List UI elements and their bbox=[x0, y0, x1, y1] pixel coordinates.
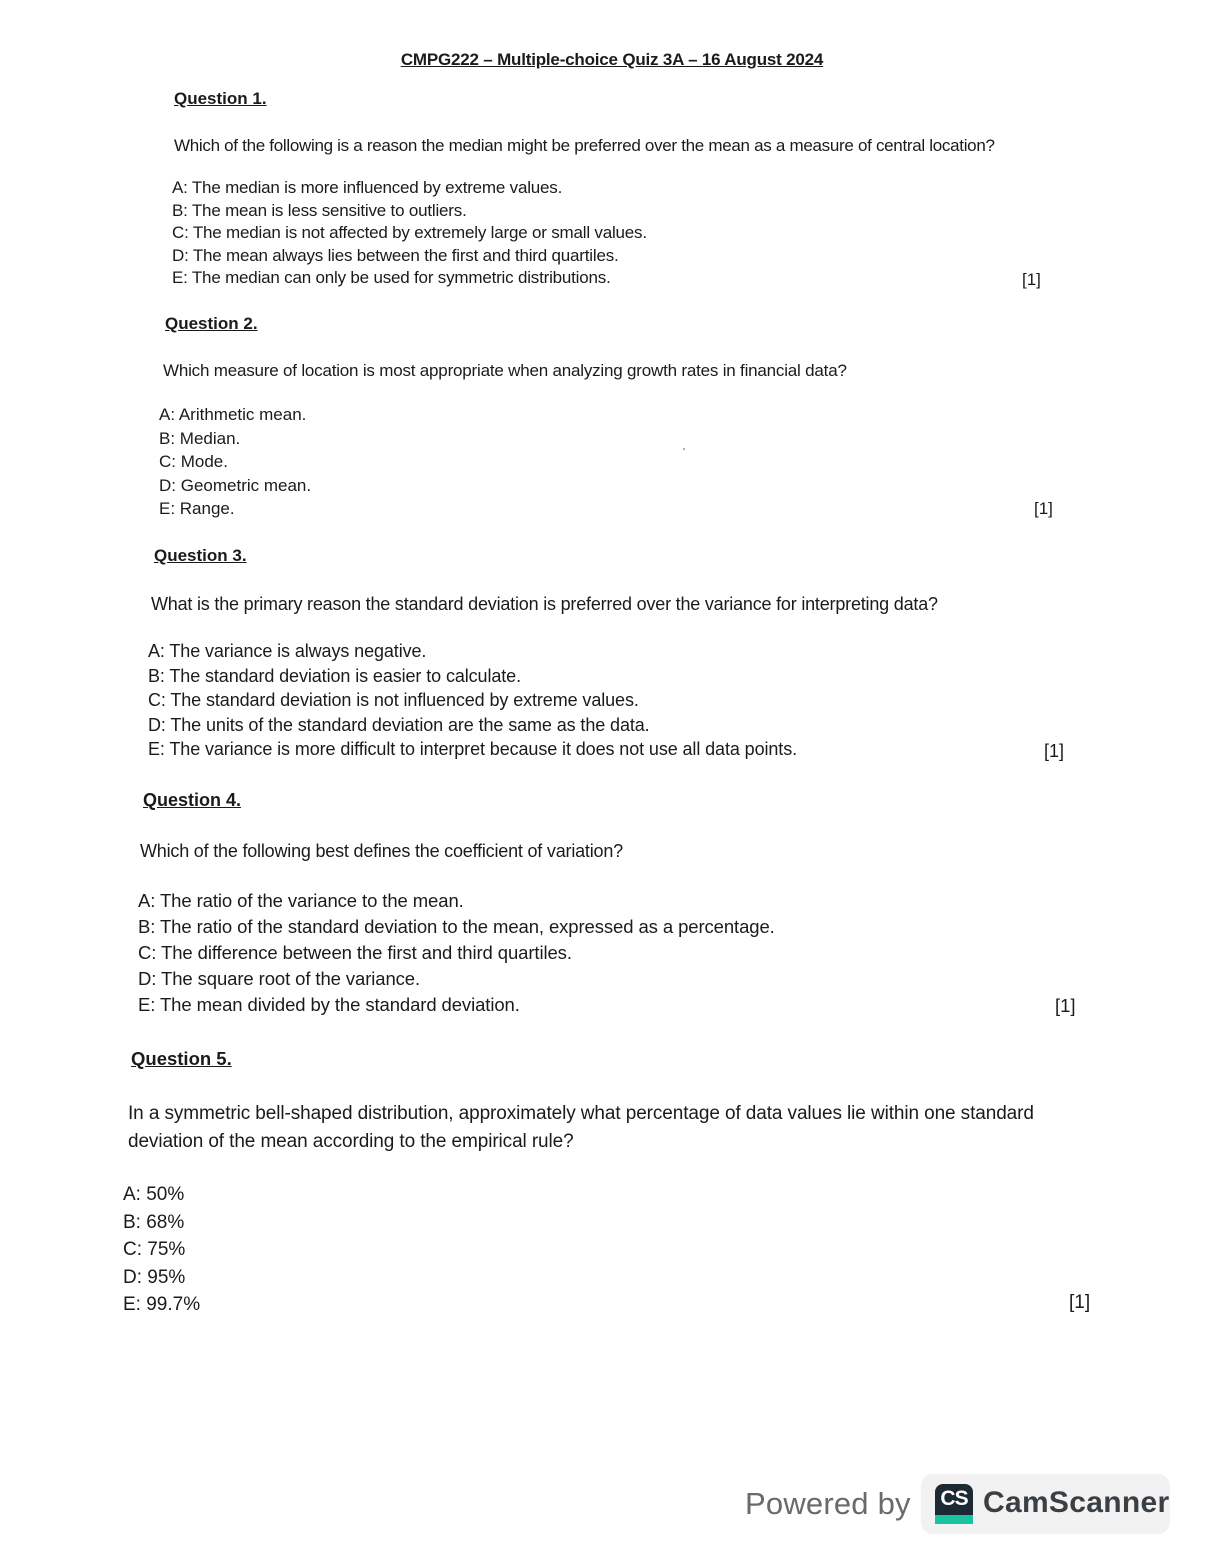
option-e: E: The median can only be used for symmetric distributions. bbox=[172, 268, 611, 287]
question-text: Which of the following best defines the coefficient of variation? bbox=[140, 841, 623, 861]
option-a: A: Arithmetic mean. bbox=[159, 405, 307, 424]
option-c: C: The difference between the first and third quartiles. bbox=[138, 942, 572, 963]
option-b: B: The ratio of the standard deviation to the mean, expressed as a percentage. bbox=[138, 916, 775, 937]
option-c: C: The median is not affected by extremely large or small values. bbox=[172, 223, 647, 242]
camscanner-watermark bbox=[745, 1474, 1170, 1534]
option-b: B: 68% bbox=[123, 1211, 185, 1233]
powered-by-text: Powered by bbox=[745, 1486, 911, 1521]
mark-allocation: [1] bbox=[1044, 741, 1065, 761]
option-list bbox=[159, 403, 847, 521]
option-e: E: Range. bbox=[159, 499, 235, 518]
question-3 bbox=[148, 546, 1065, 762]
option-a: A: The ratio of the variance to the mean. bbox=[138, 890, 464, 911]
question-heading: Question 2. bbox=[165, 314, 258, 333]
camscanner-logo-icon bbox=[935, 1484, 973, 1524]
question-text: What is the primary reason the standard deviation is preferred over the variance for interpreting data? bbox=[151, 594, 938, 614]
option-a: A: The median is more influenced by extreme values. bbox=[172, 178, 563, 197]
question-text bbox=[128, 1100, 1078, 1156]
question-text: Which measure of location is most appropriate when analyzing growth rates in financial data? bbox=[163, 361, 847, 380]
option-list bbox=[123, 1181, 1091, 1319]
option-c: C: The standard deviation is not influenced by extreme values. bbox=[148, 690, 639, 710]
option-c: C: Mode. bbox=[159, 452, 228, 471]
quiz-title: CMPG222 – Multiple-choice Quiz 3A – 16 August 2024 bbox=[400, 50, 824, 69]
question-text: Which of the following is a reason the median might be preferred over the mean as a measure of central location? bbox=[174, 136, 995, 155]
option-d: D: 95% bbox=[123, 1266, 186, 1288]
option-c: C: 75% bbox=[123, 1239, 186, 1260]
option-e: E: 99.7% bbox=[123, 1294, 201, 1315]
question-heading: Question 1. bbox=[174, 89, 267, 108]
option-d: D: The units of the standard deviation are the same as the data. bbox=[148, 714, 650, 735]
mark-allocation: [1] bbox=[1022, 270, 1041, 289]
logo-letters: CS bbox=[940, 1487, 968, 1510]
option-d: D: The mean always lies between the first and third quartiles. bbox=[172, 245, 619, 265]
question-1 bbox=[172, 89, 1041, 290]
option-list bbox=[138, 888, 775, 1018]
question-heading: Question 5. bbox=[131, 1048, 232, 1069]
option-d: D: The square root of the variance. bbox=[138, 968, 421, 989]
option-b: B: The standard deviation is easier to calculate. bbox=[148, 665, 521, 686]
option-list bbox=[172, 177, 995, 290]
question-text-line-1: In a symmetric bell-shaped distribution, approximately what percentage of data values lie within one standard bbox=[128, 1103, 1034, 1124]
mark-allocation: [1] bbox=[1055, 995, 1076, 1016]
option-list bbox=[148, 639, 938, 762]
brand-name: CamScanner bbox=[983, 1486, 1170, 1519]
question-heading: Question 4. bbox=[143, 790, 242, 810]
question-5 bbox=[123, 1048, 1091, 1319]
option-d: D: Geometric mean. bbox=[159, 475, 312, 495]
question-4 bbox=[138, 790, 1076, 1018]
option-e: E: The variance is more difficult to interpret because it does not use all data points. bbox=[148, 739, 798, 759]
scan-speck bbox=[683, 448, 685, 450]
option-a: A: The variance is always negative. bbox=[148, 641, 427, 661]
mark-allocation: [1] bbox=[1034, 499, 1053, 518]
option-a: A: 50% bbox=[123, 1184, 185, 1205]
question-2 bbox=[159, 314, 1053, 521]
option-b: B: Median. bbox=[159, 428, 241, 448]
question-heading: Question 3. bbox=[154, 546, 247, 565]
mark-allocation: [1] bbox=[1069, 1292, 1091, 1313]
option-e: E: The mean divided by the standard deviation. bbox=[138, 994, 520, 1015]
camscanner-badge bbox=[921, 1474, 1170, 1534]
option-b: B: The mean is less sensitive to outliers. bbox=[172, 200, 467, 220]
question-text-line-2: deviation of the mean according to the empirical rule? bbox=[128, 1131, 574, 1152]
